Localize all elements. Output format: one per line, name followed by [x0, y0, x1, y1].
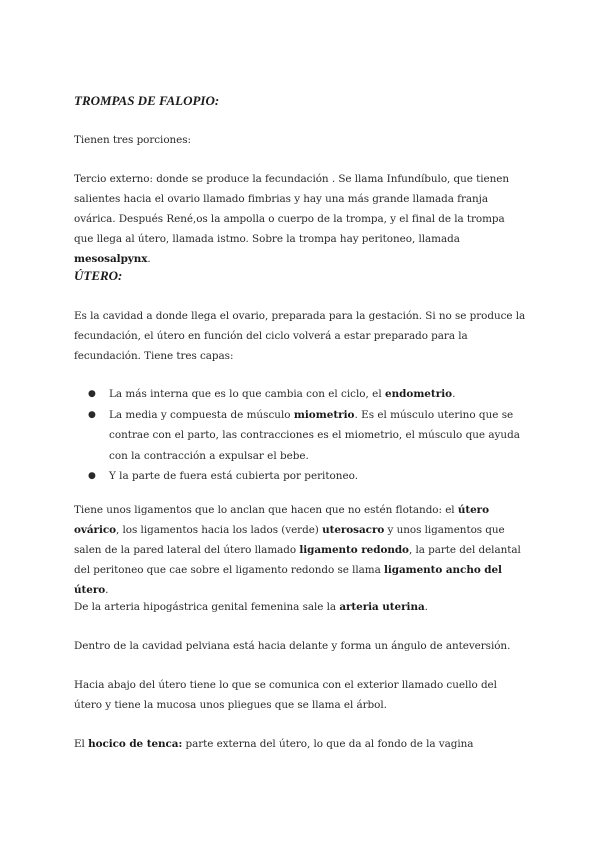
heading-trompas: TROMPAS DE FALOPIO:: [74, 93, 220, 108]
paragraph-cavidad: Dentro de la cavidad pelviana está hacia delante y forma un ángulo de anteversión.: [74, 640, 511, 652]
paragraph-tercio-externo: [74, 169, 526, 269]
text-run: La más interna que es lo que cambia con el ciclo, el: [109, 388, 385, 400]
paragraph-cuello: Hacia abajo del útero tiene lo que se comunica con el exterior llamado cuello del útero y tiene la mucosa unos pliegues que se llama el árbol.: [74, 679, 497, 711]
capas-list: [74, 384, 526, 487]
term-ligamento-ancho: ligamento ancho del útero: [74, 564, 502, 596]
bullet-icon: ●: [88, 471, 96, 481]
term-hocico-de-tenca: hocico de tenca:: [88, 738, 183, 750]
term-uterosacro: uterosacro: [322, 524, 385, 536]
text-run: y unos ligamentos que salen de la pared lateral del útero llamado: [74, 524, 505, 556]
text-run: .: [452, 388, 456, 400]
text-run: Tiene unos ligamentos que lo anclan que hacen que no estén flotando: el: [74, 504, 458, 516]
list-item: [74, 384, 526, 405]
text-run: El: [74, 738, 89, 750]
term-mesosalpynx: mesosalpynx: [74, 253, 148, 265]
term-utero-ovarico: útero ovárico: [74, 504, 489, 536]
text-run: De la arteria hipogástrica genital femenina sale la: [74, 601, 340, 613]
paragraph-hocico: [74, 734, 526, 754]
paragraph-utero-intro: Es la cavidad a donde llega el ovario, preparada para la gestación. Si no se produce la fecundación, el útero en función del ciclo volverá a estar preparado para la fecundación. Tiene tres capas:: [74, 310, 526, 362]
text-run: parte externa del útero, lo que da al fondo de la vagina: [182, 738, 474, 750]
term-ligamento-redondo: ligamento redondo: [299, 544, 409, 556]
text-run: Tercio externo: donde se produce la fecundación . Se llama Infundíbulo, que tienen salientes hacia el ovario llamado fimbrias y hay una más grande llamada franja ovárica. Después René,os la ampolla o cuerpo de la trompa, y el final de la trompa que llega al útero, llamada istmo. Sobre la trompa hay peritoneo, llamada: [74, 173, 510, 245]
paragraph-arteria: [74, 597, 526, 617]
term-miometrio: miometrio: [293, 408, 355, 421]
paragraph-ligamentos: [74, 500, 526, 600]
text-run: , la parte del delantal del peritoneo que cae sobre el ligamento redondo se llama: [74, 544, 521, 576]
bullet-icon: ●: [88, 409, 96, 420]
term-arteria-uterina: arteria uterina: [339, 601, 425, 613]
term-endometrio: endometrio: [384, 388, 453, 400]
bullet-icon: ●: [88, 389, 96, 399]
text-run: .: [105, 584, 109, 596]
text-run: .: [424, 601, 428, 613]
text-run: Y la parte de fuera está cubierta por peritoneo.: [109, 470, 359, 482]
list-item: [74, 405, 526, 467]
list-item: [74, 466, 526, 487]
text-run: La media y compuesta de músculo: [109, 408, 294, 421]
text-run: . Es el músculo uterino que se contrae con el parto, las contracciones es el miometrio, el músculo que ayuda con la contracción a expulsar el bebe.: [109, 408, 520, 462]
paragraph-trompas-intro: Tienen tres porciones:: [74, 134, 192, 146]
text-run: , los ligamentos hacia los lados (verde): [116, 524, 323, 536]
text-run: .: [147, 253, 151, 265]
heading-utero: ÚTERO:: [74, 268, 123, 283]
